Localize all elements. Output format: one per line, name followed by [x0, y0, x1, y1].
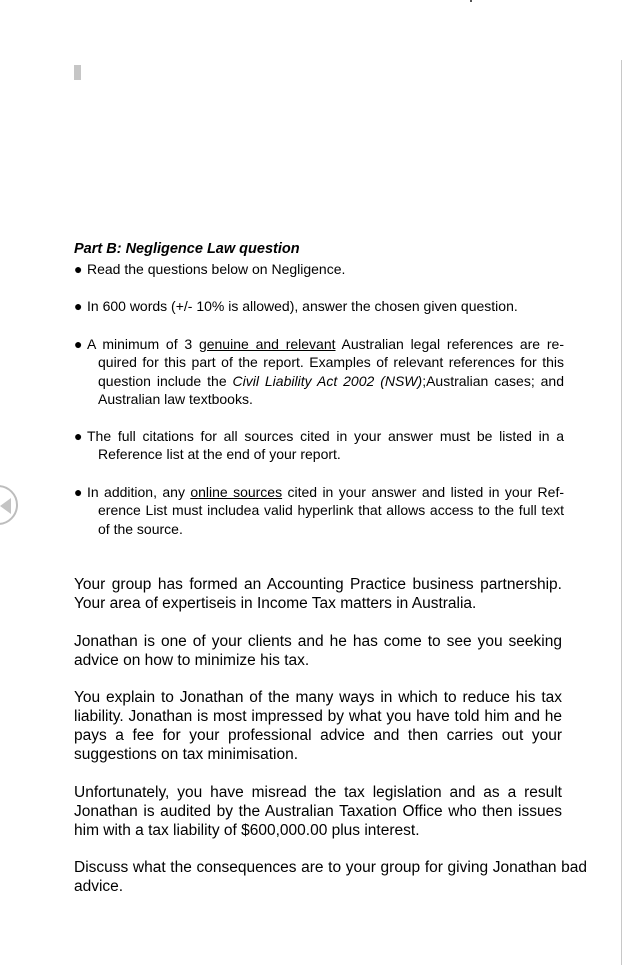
scenario-paragraph-3: You explain to Jonathan of the many ways in which to reduce his tax liability. Jonathan is most impressed by what you have told him and he pays a fee for your professional advice and then carries out your suggestions on tax minimisation.	[74, 689, 562, 763]
question-paragraph: Discuss what the consequences are to your group for giving Jonathan bad advice.	[74, 859, 587, 895]
scenario-paragraph-2: Jonathan is one of your clients and he has come to see you seeking advice on how to minimize his tax.	[74, 633, 562, 669]
underlined-phrase: online sources	[190, 484, 283, 500]
italic-act-title: Civil Liability Act 2002 (NSW)	[232, 372, 423, 389]
section-heading: Part B: Negligence Law question	[74, 241, 300, 257]
instruction-bullet-5: ● In addition, any online sources cited in your answer and listed in your Ref-erence List must includea valid hyperlink that allows access to the full text of the source.	[74, 484, 564, 537]
chevron-left-icon	[0, 498, 12, 514]
bullet-dot: ●	[74, 336, 83, 352]
scenario-paragraph-4: Unfortunately, you have misread the tax legislation and as a result Jonathan is audited by the Australian Taxation Office who then issues him with a tax liability of $600,000.00 plus interest.	[74, 784, 562, 839]
scenario-paragraph-1: Your group has formed an Accounting Practice business partnership. Your area of expertiseis in Income Tax matters in Australia.	[74, 576, 562, 612]
page-right-edge	[621, 60, 622, 965]
previous-page-button[interactable]	[0, 485, 18, 525]
bullet-dot: ●	[74, 428, 83, 444]
instruction-bullet-4: ● The full citations for all sources cited in your answer must be listed in a Reference list at the end of your report.	[74, 428, 564, 463]
underlined-phrase: genuine and relevant	[198, 336, 336, 352]
bullet-dot: ●	[74, 261, 83, 277]
top-edge-mark	[470, 0, 472, 2]
bullet-dot: ●	[74, 484, 83, 500]
bullet-dot: ●	[74, 298, 83, 314]
instruction-bullet-2: ● In 600 words (+/- 10% is allowed), answer the chosen given question.	[74, 298, 518, 314]
instruction-bullet-3: ● A minimum of 3 genuine and relevant Australian legal references are re-quired for this part of the report. Examples of relevant references for this question include the Civil Liability Act 2002 (NSW);Australian cases; and Australian law textbooks.	[74, 336, 564, 408]
text-cursor-marker	[74, 65, 81, 80]
instruction-bullet-1: ● Read the questions below on Negligence.	[74, 261, 346, 277]
